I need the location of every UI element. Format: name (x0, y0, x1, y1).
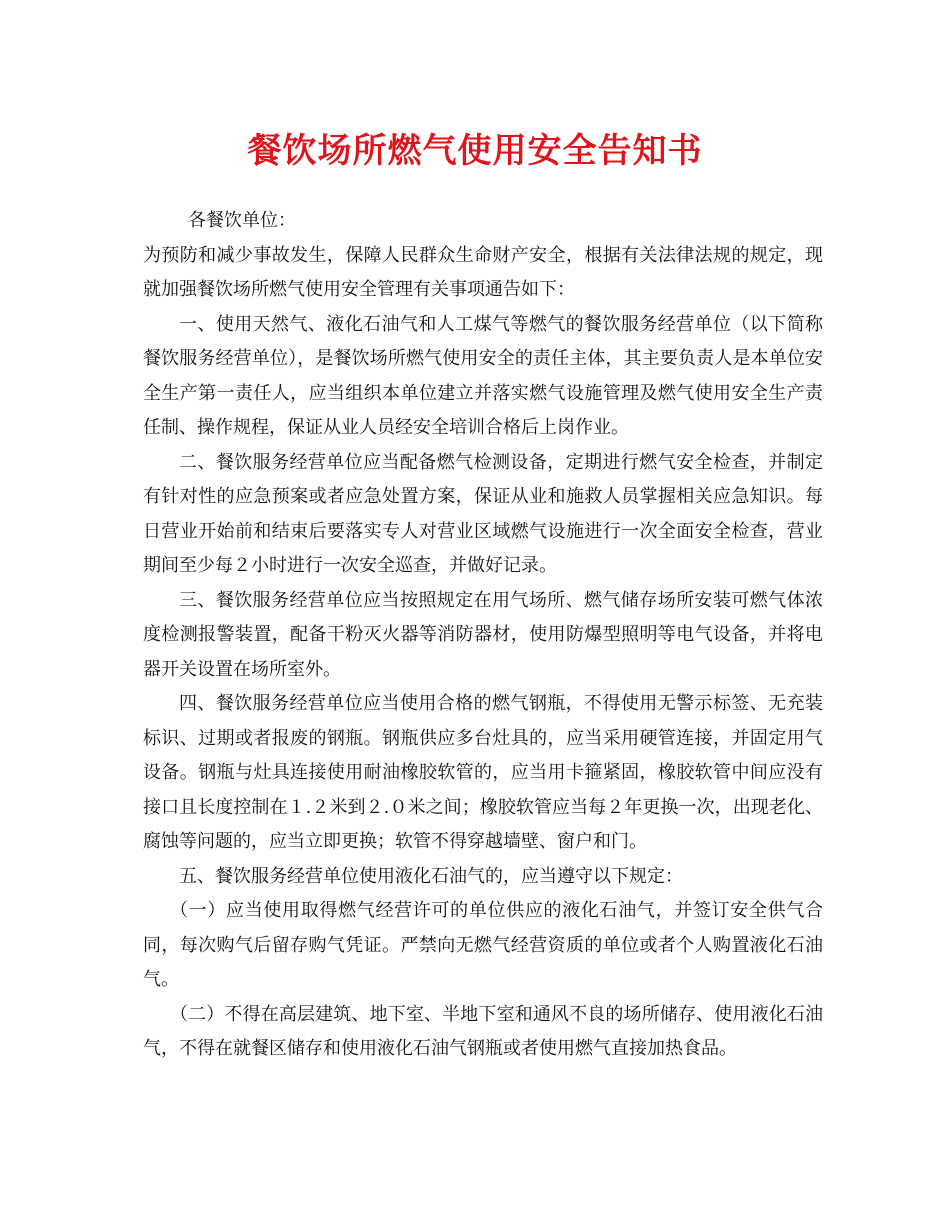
document-title: 餐饮场所燃气使用安全告知书 (247, 131, 703, 171)
intro-paragraph: 为预防和减少事故发生，保障人民群众生命财产安全，根据有关法律法规的规定，现就加强餐饮场所燃气使用安全管理有关事项通告如下： (143, 244, 823, 300)
clause-2: 二、餐饮服务经营单位应当配备燃气检测设备，定期进行燃气安全检查，并制定有针对性的应急预案或者应急处置方案，保证从业和施救人员掌握相关应急知识。每日营业开始前和结束后要落实专人对营业区域燃气设施进行一次全面安全检查，营业期间至少每２小时进行一次安全巡查，并做好记录。 (143, 451, 823, 576)
clause-3: 三、餐饮服务经营单位应当按照规定在用气场所、燃气储存场所安装可燃气体浓度检测报警装置，配备干粉灭火器等消防器材，使用防爆型照明等电气设备，并将电器开关设置在场所室外。 (143, 589, 823, 680)
sub-item-2: （二）不得在高层建筑、地下室、半地下室和通风不良的场所储存、使用液化石油气，不得在就餐区储存和使用液化石油气钢瓶或者使用燃气直接加热食品。 (143, 1003, 823, 1059)
document-body (143, 204, 823, 1067)
salutation: 各餐饮单位： (188, 210, 296, 231)
clause-1: 一、使用天然气、液化石油气和人工煤气等燃气的餐饮服务经营单位（以下简称餐饮服务经营单位），是餐饮场所燃气使用安全的责任主体，其主要负责人是本单位安全生产第一责任人，应当组织本单位建立并落实燃气设施管理及燃气使用安全生产责任制、操作规程，保证从业人员经安全培训合格后上岗作业。 (143, 313, 823, 438)
clause-4: 四、餐饮服务经营单位应当使用合格的燃气钢瓶，不得使用无警示标签、无充装标识、过期或者报废的钢瓶。钢瓶供应多台灶具的，应当采用硬管连接，并固定用气设备。钢瓶与灶具连接使用耐油橡胶软管的，应当用卡箍紧固，橡胶软管中间应没有接口且长度控制在１.２米到２.０米之间；橡胶软管应当每２年更换一次，出现老化、腐蚀等问题的，应当立即更换；软管不得穿越墙壁、窗户和门。 (143, 693, 823, 852)
sub-item-1: （一）应当使用取得燃气经营许可的单位供应的液化石油气，并签订安全供气合同，每次购气后留存购气凭证。严禁向无燃气经营资质的单位或者个人购置液化石油气。 (143, 900, 823, 990)
clause-5: 五、餐饮服务经营单位使用液化石油气的，应当遵守以下规定： (179, 865, 683, 887)
